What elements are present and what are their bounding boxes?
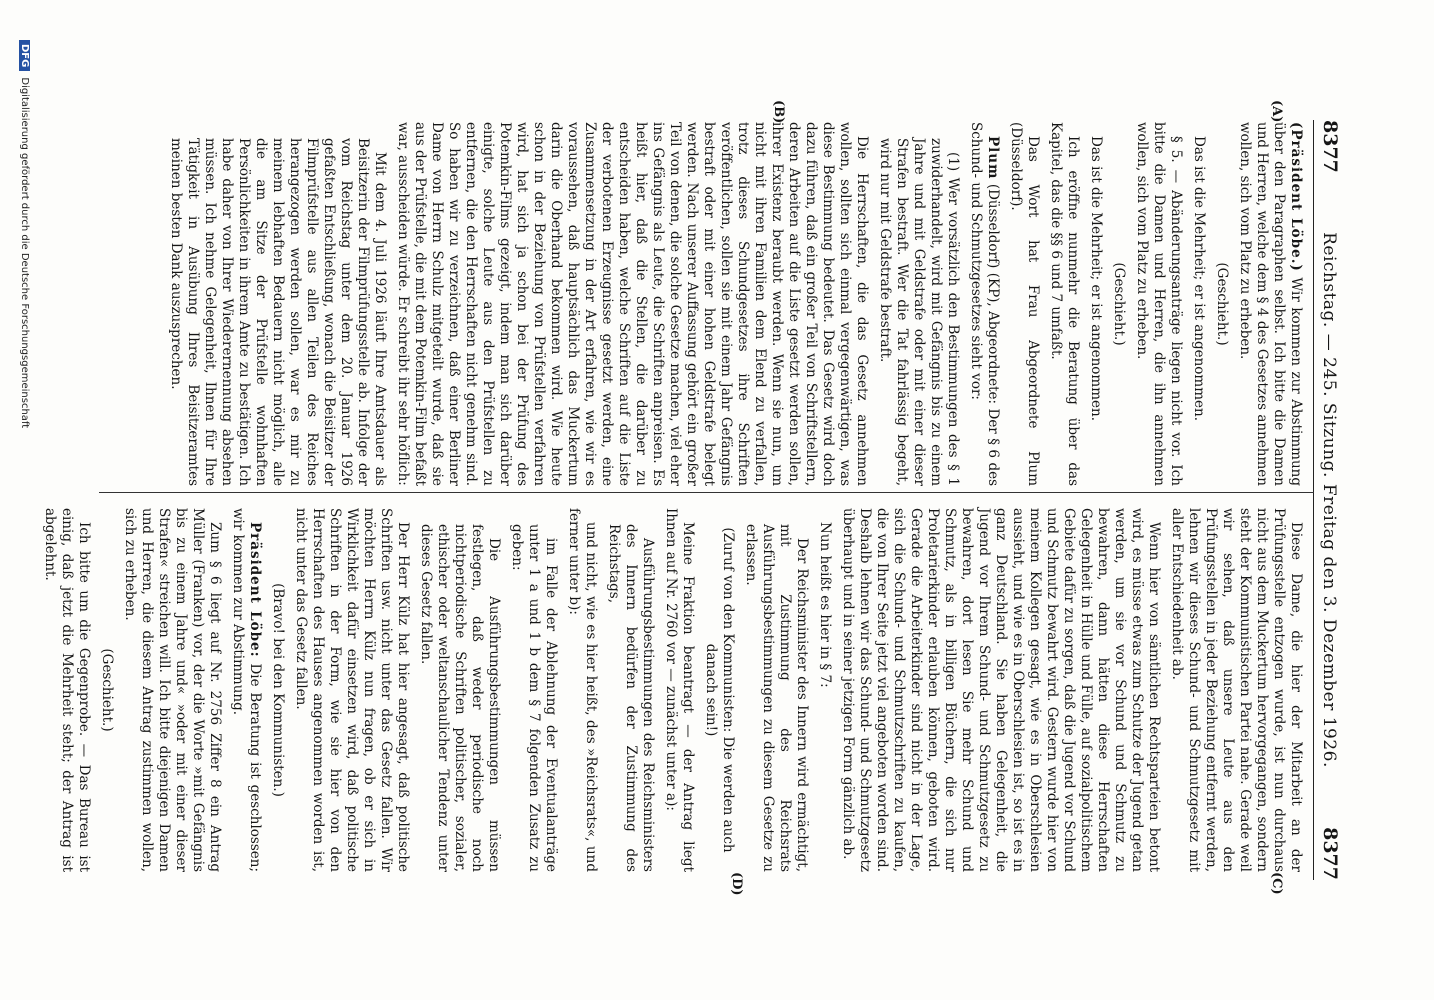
quote: im Falle der Ablehnung der Eventualanträge unter 1 a und 1 b dem § 7 folgenden Zusatz zu geben: bbox=[509, 524, 559, 872]
paragraph: und nicht, wie es hier heißt, des »Reichsrats«, und ferner unter b): bbox=[566, 508, 599, 872]
quote: Die Ausführungsbestimmungen müssen festlegen, daß weder periodische noch nichtperiodische Schriften politischer, sozialer, ethischer oder weltanschaulicher Tendenz unter dieses Gesetz fallen. bbox=[418, 524, 502, 872]
paragraph: § 5. — Abänderungsanträge liegen nicht vor. Ich bitte die Damen und Herren, die ihn annehmen wollen, sich vom Platz zu erheben. bbox=[1134, 122, 1184, 486]
paragraph: Das Wort hat Frau Abgeordnete Plum (Düsseldorf). bbox=[1008, 122, 1041, 486]
speaker-name: Plum bbox=[985, 136, 1001, 180]
left-column bbox=[161, 122, 1304, 486]
right-column bbox=[35, 508, 1304, 872]
stage-direction: (Bravo! bei den Kommunisten.) bbox=[270, 583, 286, 797]
digitization-credit bbox=[19, 40, 30, 428]
speaker-name: Präsident Löbe: bbox=[247, 522, 263, 658]
paragraph: Wenn hier von sämtlichen Rechtsparteien betont wird, es müsse etwas zum Schutze der Jugend getan werden, um sie vor Schund und Schmutz zu bewahren, dann hätten diese Herrschaften Gelegenheit in Hülle und Fülle, auf sozialpolitischem Gebiete dafür zu sorgen, daß die Jugend vor Schund und Schmutz bewahrt wird. Gestern wurde hier von meinem Kollegen gesagt, wie es in Oberschlesien aussieht, und wie es in Oberschlesien ist, so ist es in ganz Deutschland. Sie haben Gelegenheit, die Jugend vor Ihrem Schund- und Schmutzgesetz zu bewahren, dort lesen Sie mehr Schund und Schmutz, als in billigen Büchern, die sich nur Proletarierkinder erlauben können, geboten wird. Gerade die Arbeiterkinder sind nicht in der Lage, sich die Schund- und Schmutzschriften zu kaufen, die von Ihrer Seite jetzt viel angeboten worden sind. Deshalb lehnen wir das Schund- und Schmutzgesetz überhaupt und in seiner jetzigen Form gänzlich ab. bbox=[840, 508, 1162, 872]
stage-direction: (Zuruf von den Kommunisten: Die werden auch danach sein!) bbox=[703, 527, 736, 853]
page-header: Reichstag. — 245. Sitzung. Freitag den 3. Dezember 1926. bbox=[1319, 232, 1339, 768]
paragraph: Ich eröffne nunmehr die Beratung über das Kapitel, das die §§ 6 und 7 umfaßt. bbox=[1048, 122, 1081, 486]
paragraph: Meine Fraktion beantragt — der Antrag liegt Ihnen auf Nr. 2760 vor — zunächst unter a): bbox=[663, 508, 696, 872]
header-rule bbox=[1313, 120, 1314, 880]
page-number-right: 8377 bbox=[1319, 827, 1341, 880]
dfg-logo: DFG bbox=[19, 40, 30, 71]
paragraph: Das ist die Mehrheit; er ist angenommen. bbox=[1191, 136, 1207, 421]
stage-direction: (Geschieht.) bbox=[99, 648, 115, 732]
margin-mark-c: (C) bbox=[1269, 872, 1284, 895]
column-divider bbox=[99, 492, 1314, 493]
paragraph: Ich bitte um die Gegenprobe. — Das Bureau ist einig, daß jetzt die Mehrheit steht; der Antrag ist abgelehnt. bbox=[42, 508, 92, 872]
margin-mark-d: (D) bbox=[729, 872, 744, 896]
margin-mark-a: (A) bbox=[1269, 100, 1284, 123]
paragraph: Nun heißt es hier in § 7: bbox=[817, 522, 833, 688]
margin-mark-b: (B) bbox=[771, 100, 786, 124]
stage-direction: (Geschieht.) bbox=[1214, 262, 1230, 346]
paragraph: Präsident Löbe: Die Beratung ist geschlossen; wir kommen zur Abstimmung. bbox=[230, 508, 263, 873]
paragraph: Der Herr Külz hat hier angesagt, daß politische Schriften usw. nicht unter das Gesetz fallen. Wir möchten Herrn Külz nun fragen, ob er sich in Wirklichkeit dafür einsetzen wird, daß politische Schriften in der Form, wie sie hier von den Herrschaften des Hauses angenommen worden ist, nicht unter das Gesetz fallen. bbox=[293, 508, 411, 872]
paragraph: (Präsident Löbe.) Wir kommen zur Abstimmung über den Paragraphen selbst. Ich bitte die Damen und Herren, welche dem § 4 des Gesetzes annehmen wollen, sich vom Platz zu erheben. bbox=[1237, 122, 1304, 486]
quote: Mit dem 4. Juli 1926 läuft Ihre Amtsdauer als Beisitzerin der Filmprüfungsstelle ab. Infolge der vom Reichstag unter dem 20. Januar 1926 gefaßten Entschließung, wonach die Beisitzer der Filmprüfstelle aus allen Teilen des Reiches herangezogen werden sollen, war es mir zu meinem lebhaften Bedauern nicht möglich, alle die am Sitze der Prüfstelle wohnhaften Persönlichkeiten in ihrem Amte zu bestätigen. Ich habe daher von Ihrer Wiederernennung absehen müssen. Ich nehme Gelegenheit, Ihnen für Ihre Tätigkeit in Ausübung Ihres Beisitzeramtes meinen besten Dank auszusprechen. bbox=[168, 138, 388, 486]
paragraph: Das ist die Mehrheit; er ist angenommen. bbox=[1088, 136, 1104, 421]
paragraph: Die Herrschaften, die das Gesetz annehmen wollen, sollten sich einmal vergegenwärtigen, was diese Bestimmung bedeutet. Das Gesetz wird doch dazu führen, daß ein großer Teil von Schriftstellern, deren Arbeiten auf die Liste gesetzt werden sollen, ihrer Existenz beraubt werden. Wenn sie nun, um nicht mit ihren Familien dem Elend zu verfallen, trotz dieses Schundgesetzes ihre Schriften veröffentlichen, sollen sie mit einem Jahr Gefängnis bestraft oder mit einer hohen Geldstrafe belegt werden. Nach unserer Auffassung gehört ein großer Teil von denen, die solche Gesetze machen, viel eher ins Gefängnis als Leute, die Schriften anpreisen. Es heißt hier, daß die Stellen, die darüber zu entscheiden haben, welche Schriften auf die Liste der verbotenen Erzeugnisse gesetzt werden, eine Zusammensetzung in der Art erfahren, wie wir es voraussehen, daß hauptsächlich das Muckertum darin die Oberhand bekommen wird. Wie heute schon in der Beziehung von Prüfstellen verfahren wird, hat sich ja schon bei der Prüfung des Potemkin-Films gezeigt, indem man sich darüber einigte, solche Leute aus den Prüfstellen zu entfernen, die den Herrschaften nicht genehm sind. So haben wir zu verzeichnen, daß einer Berliner Dame von Herrn Schulz mitgeteilt wurde, daß sie aus der Prüfstelle, die mit dem Potemkin-Film befaßt war, ausscheiden würde. Er schreibt ihr sehr höflich: bbox=[395, 122, 870, 486]
quote: (1) Wer vorsätzlich den Bestimmungen des § 1 zuwiderhandelt, wird mit Gefängnis bis zu einem Jahre und mit Geldstrafe oder mit einer dieser Strafen bestraft. Wer die Tat fahrlässig begeht, wird nur mit Geldstrafe bestraft. bbox=[877, 138, 961, 486]
paragraph: Diese Dame, die hier der Mitarbeit an der Prüfungsstelle entzogen wurde, ist nun durchaus nicht aus dem Muckertum hervorgegangen, sondern steht der Kommunistischen Partei nahe. Gerade weil wir sehen, daß unsere Leute aus den Prüfungsstellen in jeder Beziehung entfernt werden, lehnen wir dieses Schund- und Schmutzgesetz mit aller Entschiedenheit ab. bbox=[1169, 508, 1304, 872]
stage-direction: (Geschieht.) bbox=[1111, 262, 1127, 346]
credit-text: Digitalisierung gefördert durch die Deutsche Forschungsgemeinschaft bbox=[19, 77, 30, 429]
quote: Ausführungsbestimmungen des Reichsministers des Innern bedürfen der Zustimmung des Reichstags, bbox=[606, 524, 656, 872]
paragraph: Zum § 6 liegt auf Nr. 2756 Ziffer 8 ein Antrag Müller (Franken) vor, der die Worte »mit Gefängnis bis zu einem Jahre und« »oder mit einer dieser Strafen« streichen will. Ich bitte diejenigen Damen und Herren, die diesem Antrag zustimmen wollen, sich zu erheben. bbox=[122, 508, 223, 872]
quote: Der Reichsminister des Innern wird ermächtigt, mit Zustimmung des Reichsrats Ausführungsbestimmungen zu diesem Gesetze zu erlassen. bbox=[743, 524, 810, 872]
paragraph: Plum (Düsseldorf) (KP), Abgeordnete: Der § 6 des Schund- und Schmutzgesetzes sieht vor: bbox=[968, 122, 1001, 486]
page-number-left: 8377 bbox=[1319, 120, 1341, 173]
speaker-name: (Präsident Löbe.) bbox=[1288, 122, 1304, 272]
